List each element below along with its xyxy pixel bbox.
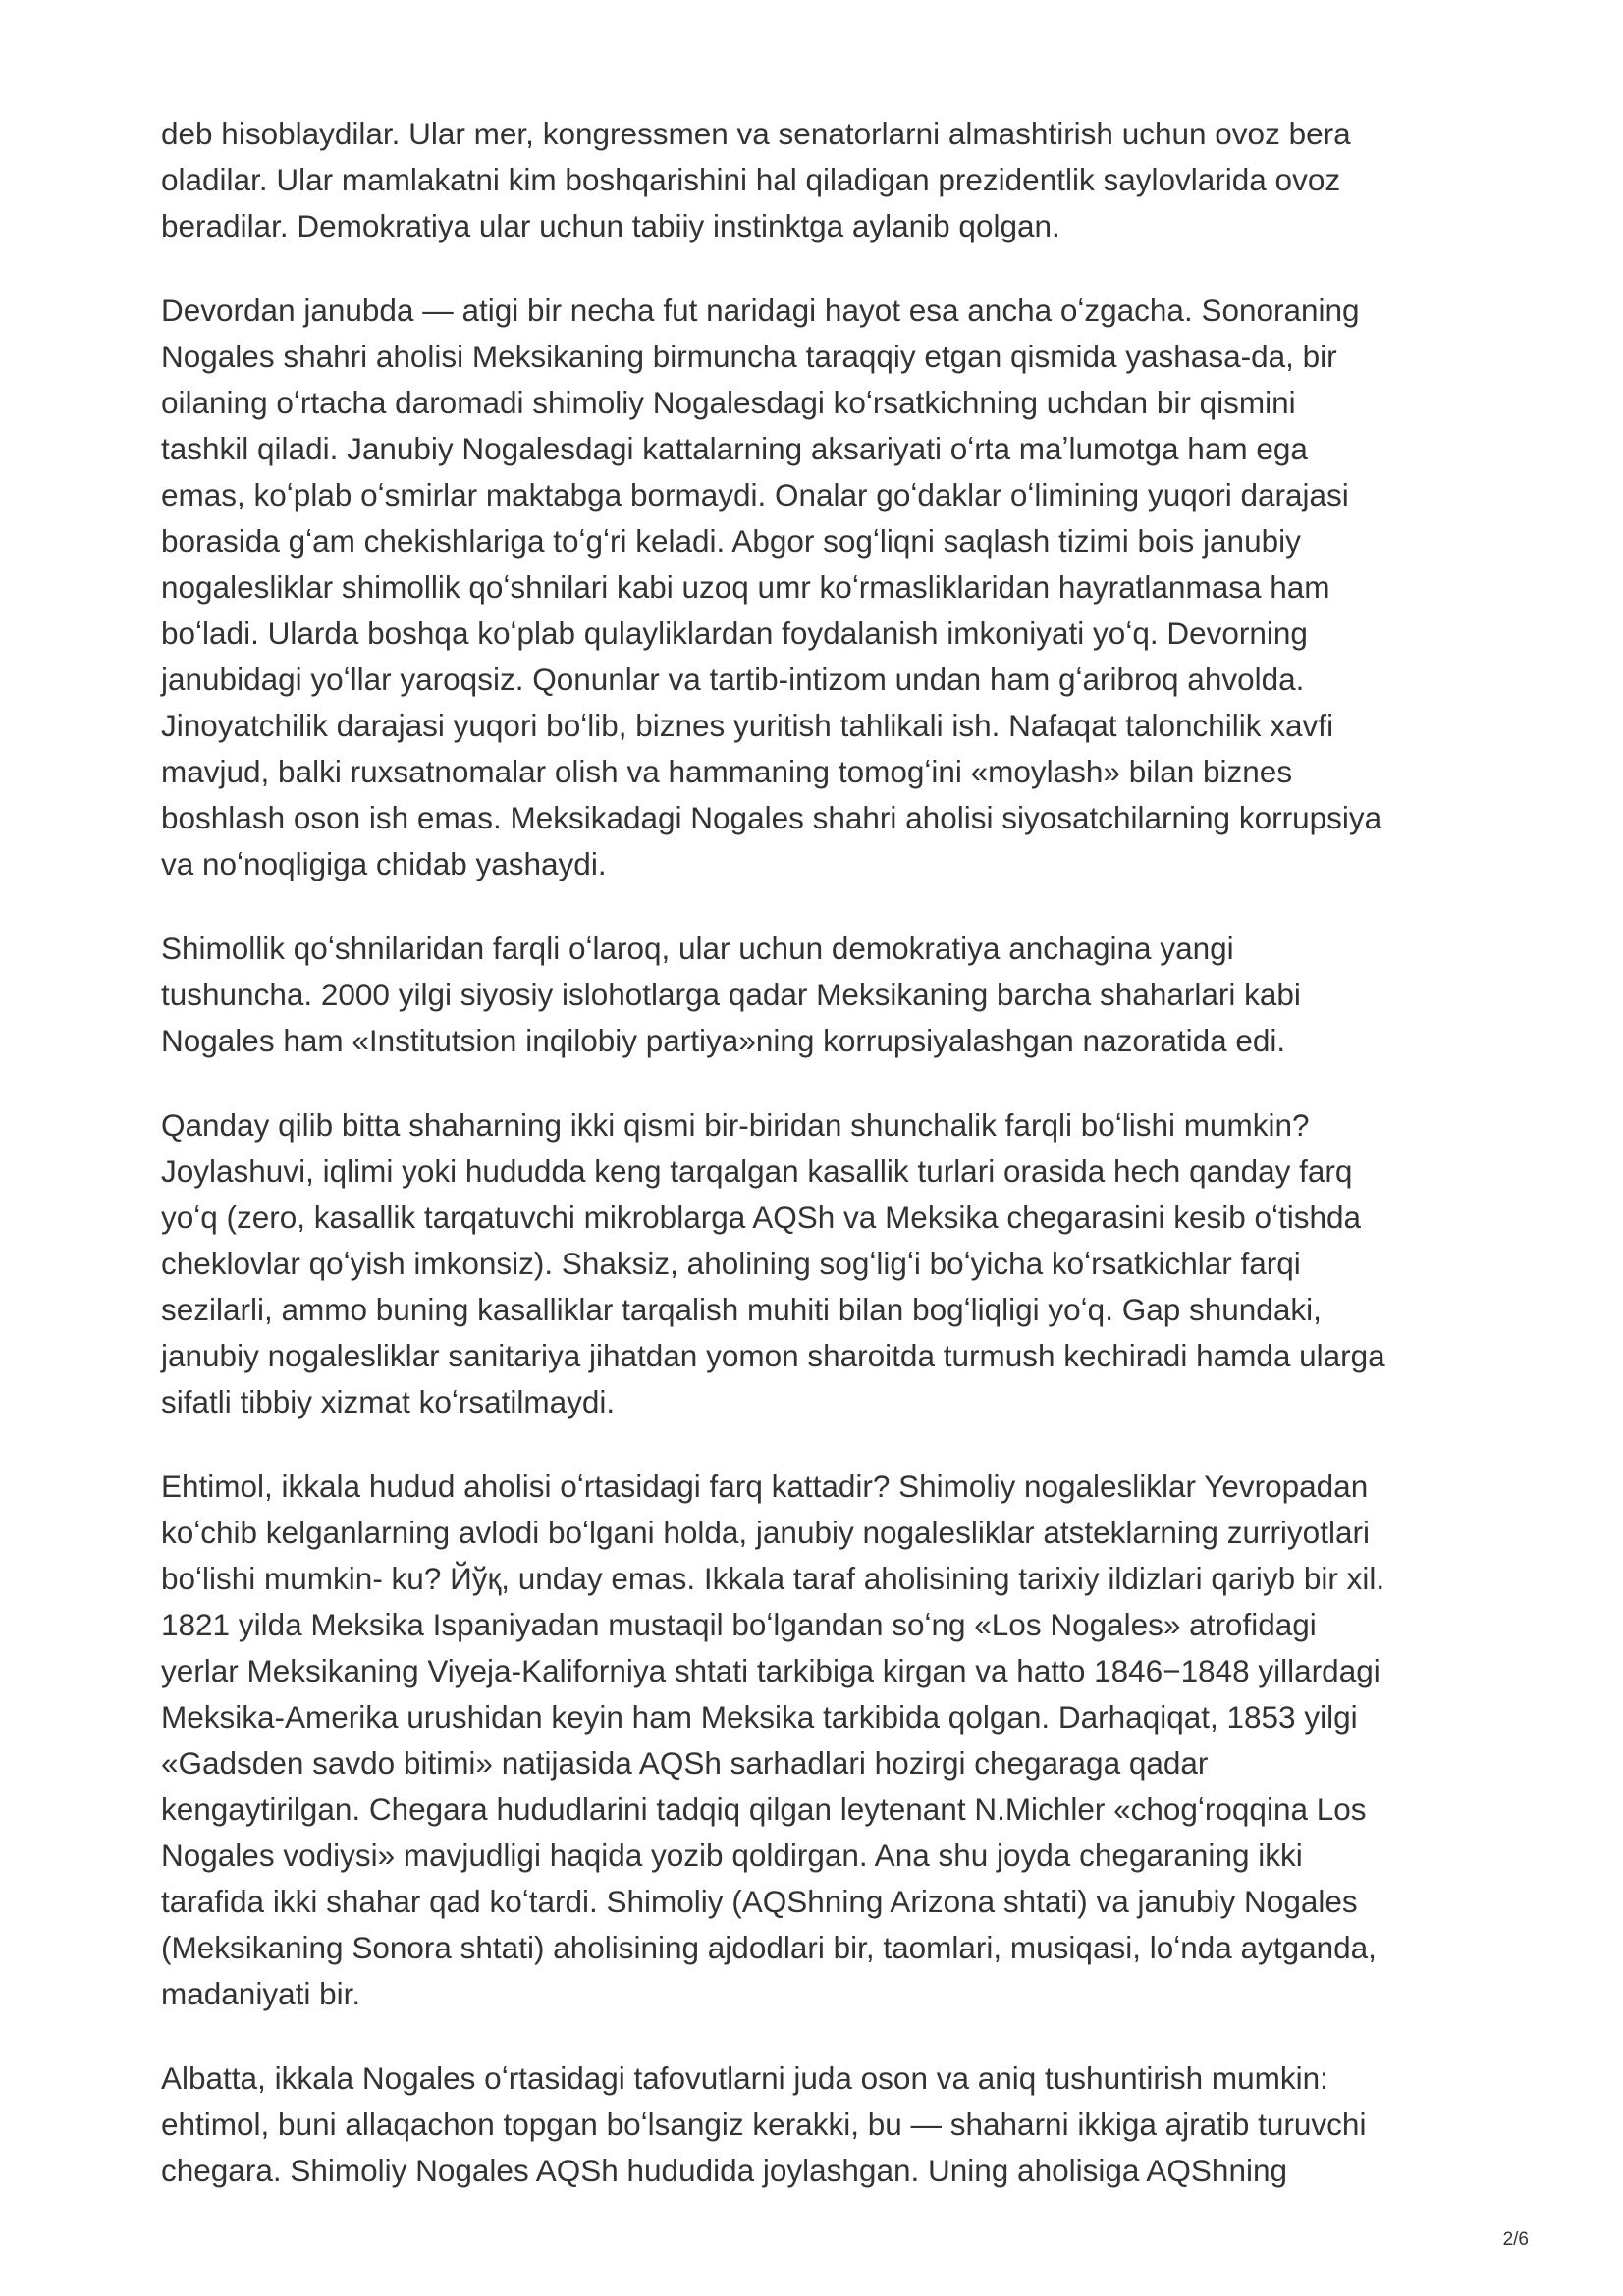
document-body [161, 111, 1477, 2232]
text-line: Nogales vodiysi» mavjudligi haqida yozib qoldirgan. Ana shu joyda chegaraning ikki [161, 1838, 1303, 1873]
text-line: boʻlishi mumkin- ku? Йўқ, unday emas. Ikkala taraf aholisining tarixiy ildizlari qariyb bir xil. [161, 1561, 1385, 1596]
text-line: janubiy nogalesliklar sanitariya jihatdan yomon sharoitda turmush kechiradi hamda ularga [161, 1338, 1385, 1373]
paragraph [161, 1464, 1477, 2017]
text-line: Ehtimol, ikkala hudud aholisi oʻrtasidagi farq kattadir? Shimoliy nogalesliklar Yevropadan [161, 1468, 1369, 1504]
text-line: 1821 yilda Meksika Ispaniyadan mustaqil boʻlgandan soʻng «Los Nogales» atrofidagi [161, 1607, 1317, 1642]
text-line: beradilar. Demokratiya ular uchun tabiiy instinktga aylanib qolgan. [161, 208, 1060, 243]
page-number: 2/6 [1502, 2229, 1529, 2250]
text-line: emas, koʻplab oʻsmirlar maktabga bormaydi. Onalar goʻdaklar oʻlimining yuqori darajasi [161, 477, 1349, 512]
text-line: oladilar. Ular mamlakatni kim boshqarishini hal qiladigan prezidentlik saylovlarida ovoz [161, 162, 1341, 197]
paragraph [161, 111, 1477, 249]
text-line: Jinoyatchilik darajasi yuqori boʻlib, biznes yuritish tahlikali ish. Nafaqat talonchilik xavfi [161, 708, 1334, 743]
text-line: sifatli tibbiy xizmat koʻrsatilmaydi. [161, 1384, 616, 1419]
text-line: Shimollik qoʻshnilaridan farqli oʻlaroq, ular uchun demokratiya anchagina yangi [161, 931, 1234, 966]
text-line: yerlar Meksikaning Viyeja-Kaliforniya shtati tarkibiga kirgan va hatto 1846−1848 yillardagi [161, 1653, 1380, 1688]
text-line: sezilarli, ammo buning kasalliklar tarqalish muhiti bilan bogʻliqligi yoʻq. Gap shundaki, [161, 1292, 1322, 1327]
text-line: nogalesliklar shimollik qoʻshnilari kabi uzoq umr koʻrmasliklaridan hayratlanmasa ham [161, 569, 1330, 605]
paragraph [161, 926, 1477, 1064]
text-line: chegara. Shimoliy Nogales AQSh hududida joylashgan. Uning aholisiga AQShning [161, 2153, 1287, 2188]
text-line: tushuncha. 2000 yilgi siyosiy islohotlarga qadar Meksikaning barcha shaharlari kabi [161, 977, 1301, 1012]
text-line: janubidagi yoʻllar yaroqsiz. Qonunlar va tartib-intizom undan ham gʻaribroq ahvolda. [161, 662, 1305, 697]
text-line: Devordan janubda — atigi bir necha fut naridagi hayot esa ancha oʻzgacha. Sonoraning [161, 293, 1360, 328]
text-line: koʻchib kelganlarning avlodi boʻlgani holda, janubiy nogalesliklar atsteklarning zurriyotlari [161, 1515, 1370, 1550]
text-line: Nogales ham «Institutsion inqilobiy partiya»ning korrupsiyalashgan nazoratida edi. [161, 1023, 1286, 1058]
text-line: Meksika-Amerika urushidan keyin ham Meksika tarkibida qolgan. Darhaqiqat, 1853 yilgi [161, 1699, 1358, 1735]
text-line: Qanday qilib bitta shaharning ikki qismi bir-biridan shunchalik farqli boʻlishi mumkin? [161, 1107, 1310, 1143]
paragraph [161, 1102, 1477, 1425]
text-line: ehtimol, buni allaqachon topgan boʻlsangiz kerakki, bu — shaharni ikkiga ajratib turuvchi [161, 2107, 1367, 2142]
text-line: boshlash oson ish emas. Meksikadagi Nogales shahri aholisi siyosatchilarning korrupsiya [161, 800, 1382, 835]
text-line: Nogales shahri aholisi Meksikaning birmuncha taraqqiy etgan qismida yashasa-da, bir [161, 339, 1337, 374]
text-line: kengaytirilgan. Chegara hududlarini tadqiq qilgan leytenant N.Michler «chogʻroqqina Los [161, 1791, 1367, 1827]
text-line: yoʻq (zero, kasallik tarqatuvchi mikroblarga AQSh va Meksika chegarasini kesib oʻtishda [161, 1200, 1362, 1235]
paragraph [161, 2056, 1477, 2194]
text-line: «Gadsden savdo bitimi» natijasida AQSh sarhadlari hozirgi chegaraga qadar [161, 1745, 1209, 1781]
text-line: tashkil qiladi. Janubiy Nogalesdagi kattalarning aksariyati oʻrta maʼlumotga ham ega [161, 431, 1308, 466]
text-line: madaniyati bir. [161, 1976, 361, 2011]
text-line: deb hisoblaydilar. Ular mer, kongressmen va senatorlarni almashtirish uchun ovoz bera [161, 116, 1351, 151]
text-line: tarafida ikki shahar qad koʻtardi. Shimoliy (AQShning Arizona shtati) va janubiy Nogales [161, 1884, 1358, 1919]
text-line: Joylashuvi, iqlimi yoki hududda keng tarqalgan kasallik turlari orasida hech qanday farq [161, 1153, 1353, 1189]
text-line: cheklovlar qoʻyish imkonsiz). Shaksiz, aholining sogʻligʻi boʻyicha koʻrsatkichlar farqi [161, 1246, 1301, 1281]
text-line: Albatta, ikkala Nogales oʻrtasidagi tafovutlarni juda oson va aniq tushuntirish mumkin: [161, 2060, 1328, 2096]
text-line: oilaning oʻrtacha daromadi shimoliy Nogalesdagi koʻrsatkichning uchdan bir qismini [161, 385, 1296, 420]
text-line: borasida gʻam chekishlariga toʻgʻri keladi. Abgor sogʻliqni saqlash tizimi bois janubiy [161, 523, 1301, 559]
text-line: va noʻnoqligiga chidab yashaydi. [161, 846, 607, 881]
paragraph [161, 288, 1477, 887]
text-line: boʻladi. Ularda boshqa koʻplab qulayliklardan foydalanish imkoniyati yoʻq. Devorning [161, 615, 1308, 651]
text-line: mavjud, balki ruxsatnomalar olish va hammaning tomogʻini «moylash» bilan biznes [161, 754, 1293, 789]
text-line: (Meksikaning Sonora shtati) aholisining ajdodlari bir, taomlari, musiqasi, loʻnda aytganda, [161, 1930, 1377, 1965]
